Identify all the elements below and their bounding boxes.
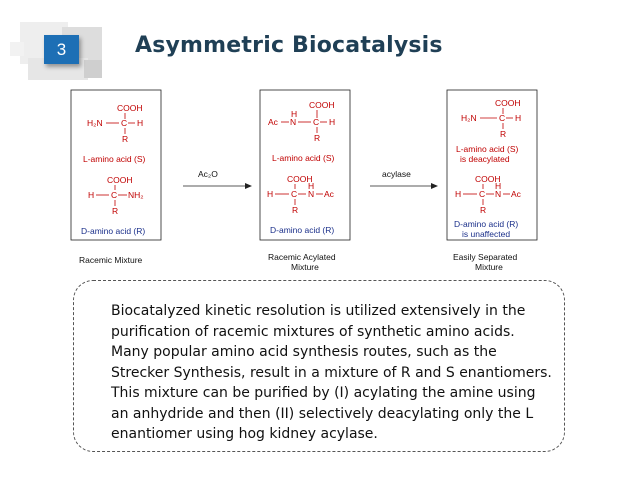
arrow-head-icon bbox=[245, 183, 252, 189]
d-amino-acid-label: D-amino acid (R) bbox=[270, 225, 335, 235]
c-text: C bbox=[291, 189, 298, 199]
caption-separated-mixture: Mixture bbox=[475, 262, 503, 272]
nh2-text: NH₂ bbox=[128, 190, 144, 200]
c-text: C bbox=[499, 113, 506, 123]
caption-racemic-mixture: Racemic Mixture bbox=[79, 255, 143, 265]
h-text: H bbox=[455, 189, 462, 199]
r-text: R bbox=[314, 133, 321, 143]
l-amino-acid-label: L-amino acid (S) bbox=[272, 153, 335, 163]
r-text: R bbox=[292, 205, 299, 215]
n-text: N bbox=[290, 117, 297, 127]
r-text: R bbox=[500, 129, 507, 139]
cooh-text: COOH bbox=[475, 174, 501, 184]
reaction-scheme bbox=[65, 88, 573, 273]
description-box bbox=[73, 280, 565, 452]
h-text: H bbox=[308, 181, 315, 191]
d-unaffected-label: is unaffected bbox=[462, 229, 511, 239]
c-text: C bbox=[111, 190, 118, 200]
r-text: R bbox=[112, 206, 119, 216]
ac-text: Ac bbox=[324, 189, 334, 199]
r-text: R bbox=[480, 205, 487, 215]
arrow-head-icon bbox=[431, 183, 438, 189]
n-text: N bbox=[495, 189, 502, 199]
ac-text: Ac bbox=[511, 189, 521, 199]
h2n-text: H₂N bbox=[461, 113, 477, 123]
cooh-text: COOH bbox=[287, 174, 313, 184]
cooh-text: COOH bbox=[107, 175, 133, 185]
racemic-mixture-box bbox=[71, 90, 161, 240]
c-text: C bbox=[313, 117, 320, 127]
h-text: H bbox=[329, 117, 336, 127]
caption-separated-mixture: Easily Separated bbox=[453, 252, 518, 262]
l-deacylated-label: is deacylated bbox=[460, 154, 510, 164]
caption-acylated-mixture: Racemic Acylated bbox=[268, 252, 336, 262]
h-text: H bbox=[267, 189, 274, 199]
h-text: H bbox=[137, 118, 144, 128]
reagent-acylase: acylase bbox=[382, 169, 411, 179]
l-deacylated-label: L-amino acid (S) bbox=[456, 144, 519, 154]
description-text: Biocatalyzed kinetic resolution is utilized extensively in the purification of racemic mixtures of synthetic amino acids. Many popular amino acid synthesis routes, such as the Strecker Synthesis, result in a mixture of R and S enantiomers. This mixture can be purified by (I) acylating the amine using an anhydride and then (II) selectively deacylating only the L enantiomer using hog kidney acylase. bbox=[111, 303, 552, 442]
n-text: N bbox=[308, 189, 315, 199]
h-text: H bbox=[291, 109, 298, 119]
cooh-text: COOH bbox=[117, 103, 143, 113]
acylated-mixture-box bbox=[260, 90, 350, 240]
l-amino-acid-label: L-amino acid (S) bbox=[83, 154, 146, 164]
c-text: C bbox=[479, 189, 486, 199]
c-text: C bbox=[121, 118, 128, 128]
caption-acylated-mixture: Mixture bbox=[291, 262, 319, 272]
page-title: Asymmetric Biocatalysis bbox=[135, 33, 443, 58]
slide-number: 3 bbox=[44, 35, 79, 64]
h2n-text: H₂N bbox=[87, 118, 103, 128]
ac-text: Ac bbox=[268, 117, 278, 127]
h-text: H bbox=[88, 190, 95, 200]
reagent-ac2o: Ac₂O bbox=[198, 169, 218, 179]
cooh-text: COOH bbox=[309, 100, 335, 110]
cooh-text: COOH bbox=[495, 98, 521, 108]
r-text: R bbox=[122, 134, 129, 144]
h-text: H bbox=[495, 181, 502, 191]
d-amino-acid-label: D-amino acid (R) bbox=[81, 226, 146, 236]
h-text: H bbox=[515, 113, 522, 123]
d-unaffected-label: D-amino acid (R) bbox=[454, 219, 519, 229]
